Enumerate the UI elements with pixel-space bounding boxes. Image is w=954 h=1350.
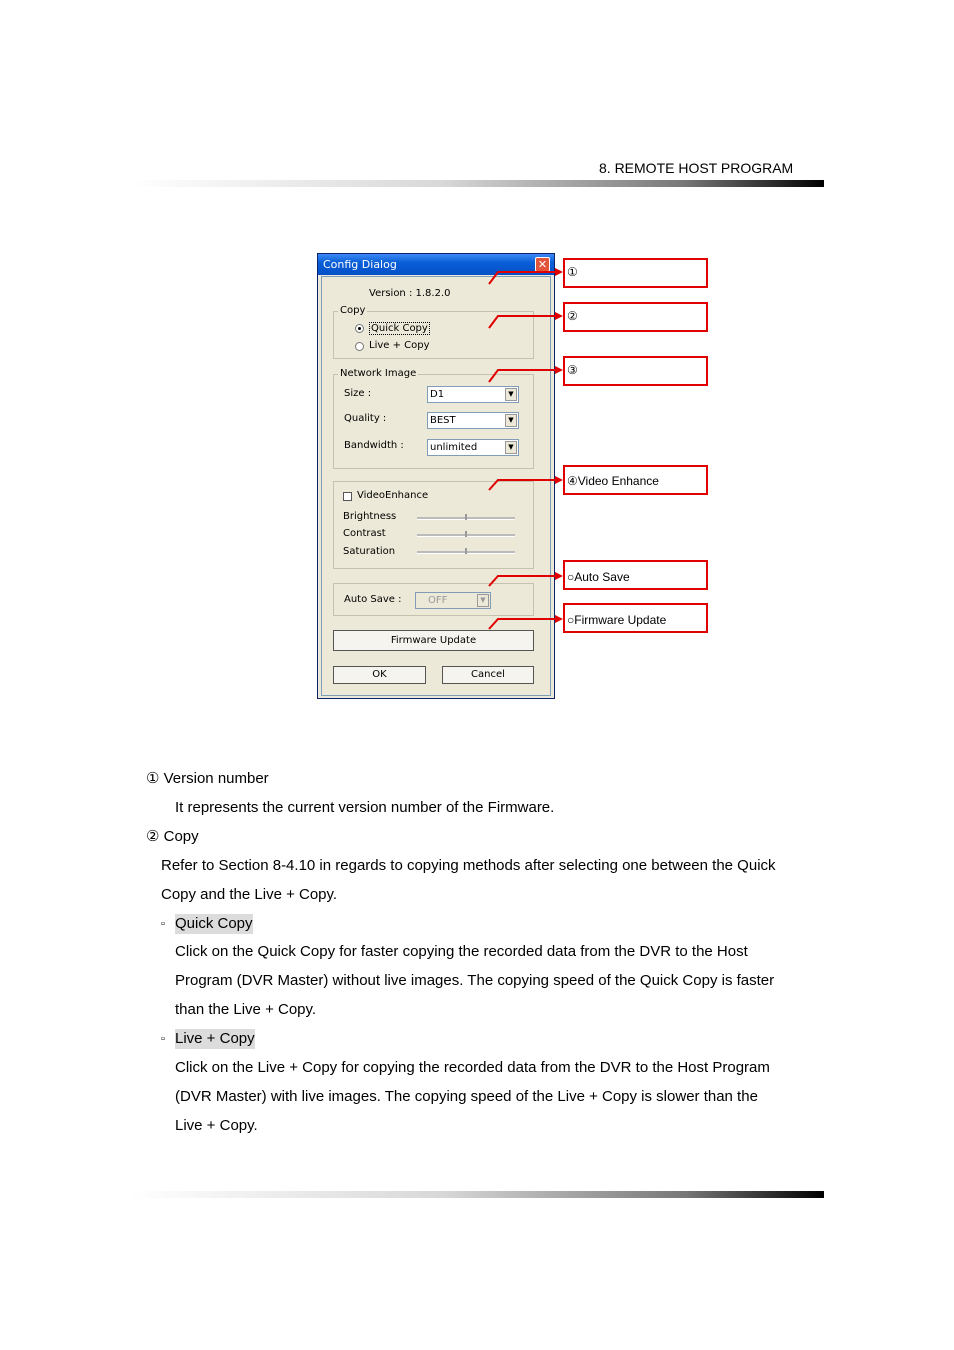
live-copy-text: Live + Copy. bbox=[175, 1117, 258, 1134]
quick-copy-label[interactable]: Quick Copy bbox=[371, 323, 428, 334]
ok-button[interactable]: OK bbox=[333, 666, 426, 684]
callout-video-enhance: ④Video Enhance bbox=[563, 465, 708, 495]
item2-text: Refer to Section 8-4.10 in regards to copying methods after selecting one between the Quick bbox=[161, 857, 776, 874]
bandwidth-label: Bandwidth : bbox=[344, 440, 404, 451]
footer-rule bbox=[130, 1191, 824, 1198]
brightness-label: Brightness bbox=[343, 511, 397, 522]
bullet: ▫ bbox=[161, 918, 165, 930]
close-icon[interactable]: ✕ bbox=[535, 257, 550, 272]
size-value: D1 bbox=[430, 389, 445, 400]
firmware-update-button[interactable]: Firmware Update bbox=[333, 630, 534, 651]
saturation-label: Saturation bbox=[343, 546, 396, 557]
quality-value: BEST bbox=[430, 415, 456, 426]
item1-text: It represents the current version number of the Firmware. bbox=[175, 799, 555, 816]
video-enhance-label: VideoEnhance bbox=[357, 490, 429, 501]
quick-copy-text: Program (DVR Master) without live images. The copying speed of the Quick Copy is faster bbox=[175, 972, 775, 989]
chevron-down-icon[interactable]: ▼ bbox=[505, 414, 517, 427]
item2-title: ② Copy bbox=[146, 828, 199, 845]
chevron-down-icon[interactable]: ▼ bbox=[505, 388, 517, 401]
quick-copy-text: than the Live + Copy. bbox=[175, 1001, 317, 1018]
version-label: Version : 1.8.2.0 bbox=[369, 288, 451, 299]
quick-copy-text: Click on the Quick Copy for faster copying the recorded data from the DVR to the Host bbox=[175, 943, 748, 960]
callout-firmware-update: ○Firmware Update bbox=[563, 603, 708, 633]
section-header: 8. REMOTE HOST PROGRAM bbox=[599, 160, 794, 176]
live-copy-text: Click on the Live + Copy for copying the recorded data from the DVR to the Host Program bbox=[175, 1059, 770, 1076]
copy-group-label: Copy bbox=[340, 305, 366, 316]
callout-version: ① bbox=[563, 258, 708, 288]
item2-text: Copy and the Live + Copy. bbox=[161, 886, 338, 903]
bullet: ▫ bbox=[161, 1033, 165, 1045]
chevron-down-icon[interactable]: ▼ bbox=[477, 594, 489, 607]
quality-label: Quality : bbox=[344, 413, 387, 424]
callout-auto-save: ○Auto Save bbox=[563, 560, 708, 590]
callout-network-image: ③ bbox=[563, 356, 708, 386]
callout-copy: ② bbox=[563, 302, 708, 332]
live-copy-text: (DVR Master) with live images. The copying speed of the Live + Copy is slower than the bbox=[175, 1088, 758, 1105]
auto-save-value: OFF bbox=[428, 595, 448, 606]
size-label: Size : bbox=[344, 388, 372, 399]
item1-title: ① Version number bbox=[146, 770, 269, 787]
live-copy-heading: Live + Copy bbox=[175, 1030, 255, 1047]
quick-copy-heading: Quick Copy bbox=[175, 915, 253, 932]
cancel-button[interactable]: Cancel bbox=[442, 666, 534, 684]
bandwidth-value: unlimited bbox=[430, 442, 478, 453]
contrast-label: Contrast bbox=[343, 528, 386, 539]
dialog-title: Config Dialog bbox=[323, 258, 397, 271]
chevron-down-icon[interactable]: ▼ bbox=[505, 441, 517, 454]
network-image-label: Network Image bbox=[340, 368, 417, 379]
live-copy-label[interactable]: Live + Copy bbox=[369, 340, 430, 351]
auto-save-label: Auto Save : bbox=[344, 594, 402, 605]
